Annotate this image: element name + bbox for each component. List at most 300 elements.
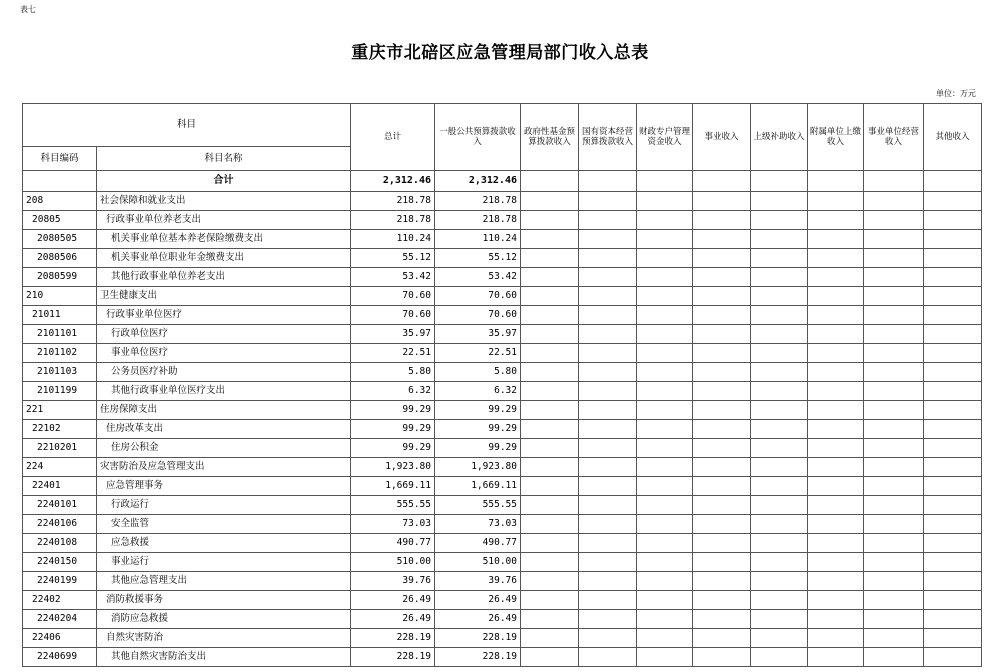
empty-cell xyxy=(637,572,693,591)
total-amount: 26.49 xyxy=(351,591,435,610)
empty-cell xyxy=(924,249,982,268)
subject-code: 2080505 xyxy=(23,230,97,249)
empty-cell xyxy=(924,363,982,382)
subject-name: 住房保障支出 xyxy=(97,401,351,420)
empty-cell xyxy=(521,249,579,268)
total-amount: 53.42 xyxy=(351,268,435,287)
empty-cell xyxy=(637,648,693,667)
total-row xyxy=(23,171,982,192)
empty-cell xyxy=(751,629,808,648)
empty-cell xyxy=(637,211,693,230)
empty-cell xyxy=(521,496,579,515)
empty-cell xyxy=(579,192,637,211)
state-capital-header: 国有资本经营预算拨款收入 xyxy=(579,104,637,171)
empty-cell xyxy=(808,629,864,648)
empty-cell xyxy=(637,171,693,192)
empty-cell xyxy=(751,534,808,553)
empty-cell xyxy=(751,477,808,496)
table-row xyxy=(23,629,982,648)
empty-cell xyxy=(637,306,693,325)
table-row xyxy=(23,230,982,249)
table-row xyxy=(23,439,982,458)
subject-code: 210 xyxy=(23,287,97,306)
empty-cell xyxy=(864,458,924,477)
subject-name: 公务员医疗补助 xyxy=(97,363,351,382)
table-body xyxy=(23,192,982,667)
empty-cell xyxy=(579,230,637,249)
subject-code: 2101101 xyxy=(23,325,97,344)
empty-cell xyxy=(693,211,751,230)
empty-cell xyxy=(521,211,579,230)
empty-cell xyxy=(864,572,924,591)
table-row xyxy=(23,648,982,667)
empty-cell xyxy=(808,572,864,591)
subject-name: 行政事业单位医疗 xyxy=(97,306,351,325)
empty-cell xyxy=(637,382,693,401)
empty-cell xyxy=(521,420,579,439)
general-budget-amount: 26.49 xyxy=(435,591,521,610)
total-amount: 99.29 xyxy=(351,420,435,439)
header-row xyxy=(23,104,982,147)
subject-code: 2101199 xyxy=(23,382,97,401)
empty-cell xyxy=(637,401,693,420)
empty-cell xyxy=(751,249,808,268)
subject-code: 2240101 xyxy=(23,496,97,515)
total-amount: 26.49 xyxy=(351,610,435,629)
empty-cell xyxy=(637,439,693,458)
table-row xyxy=(23,553,982,572)
business-income-header: 事业收入 xyxy=(693,104,751,171)
empty-cell xyxy=(521,325,579,344)
empty-cell xyxy=(924,230,982,249)
empty-cell xyxy=(637,591,693,610)
empty-cell xyxy=(751,439,808,458)
empty-cell xyxy=(637,515,693,534)
empty-cell xyxy=(579,477,637,496)
subject-code: 2101102 xyxy=(23,344,97,363)
table-row xyxy=(23,268,982,287)
empty-cell xyxy=(637,192,693,211)
empty-cell xyxy=(521,382,579,401)
empty-cell xyxy=(924,325,982,344)
empty-cell xyxy=(924,268,982,287)
empty-cell xyxy=(579,287,637,306)
subject-code: 2101103 xyxy=(23,363,97,382)
empty-cell xyxy=(693,249,751,268)
empty-cell xyxy=(924,171,982,192)
empty-cell xyxy=(579,553,637,572)
empty-cell xyxy=(808,610,864,629)
empty-cell xyxy=(751,211,808,230)
empty-cell xyxy=(751,325,808,344)
total-amount: 218.78 xyxy=(351,211,435,230)
empty-cell xyxy=(751,344,808,363)
total-amount: 228.19 xyxy=(351,629,435,648)
empty-cell xyxy=(521,306,579,325)
empty-cell xyxy=(864,249,924,268)
empty-cell xyxy=(751,287,808,306)
empty-cell xyxy=(637,287,693,306)
general-budget-amount: 490.77 xyxy=(435,534,521,553)
empty-cell xyxy=(637,496,693,515)
empty-cell xyxy=(521,363,579,382)
total-amount: 5.80 xyxy=(351,363,435,382)
subject-name: 住房公积金 xyxy=(97,439,351,458)
empty-cell xyxy=(693,572,751,591)
empty-cell xyxy=(521,572,579,591)
general-budget-amount: 70.60 xyxy=(435,306,521,325)
empty-cell xyxy=(864,171,924,192)
subject-code: 2210201 xyxy=(23,439,97,458)
empty-cell xyxy=(521,553,579,572)
subject-name: 卫生健康支出 xyxy=(97,287,351,306)
empty-cell xyxy=(637,610,693,629)
empty-cell xyxy=(808,306,864,325)
empty-cell xyxy=(864,268,924,287)
empty-cell xyxy=(864,420,924,439)
table-row xyxy=(23,211,982,230)
empty-cell xyxy=(924,458,982,477)
total-amount: 218.78 xyxy=(351,192,435,211)
empty-cell xyxy=(864,515,924,534)
empty-cell xyxy=(693,268,751,287)
empty-cell xyxy=(579,610,637,629)
empty-cell xyxy=(637,325,693,344)
empty-cell xyxy=(521,439,579,458)
table-row xyxy=(23,363,982,382)
subject-name: 自然灾害防治 xyxy=(97,629,351,648)
empty-cell xyxy=(521,401,579,420)
subject-name: 其他应急管理支出 xyxy=(97,572,351,591)
general-budget-amount: 6.32 xyxy=(435,382,521,401)
empty-cell xyxy=(808,439,864,458)
general-budget-amount: 99.29 xyxy=(435,401,521,420)
empty-cell xyxy=(693,420,751,439)
subject-name: 其他行政事业单位医疗支出 xyxy=(97,382,351,401)
general-budget-amount: 70.60 xyxy=(435,287,521,306)
general-budget-amount: 555.55 xyxy=(435,496,521,515)
empty-cell xyxy=(924,344,982,363)
empty-cell xyxy=(808,401,864,420)
empty-cell xyxy=(864,439,924,458)
empty-cell xyxy=(521,515,579,534)
empty-cell xyxy=(693,629,751,648)
total-amount: 2,312.46 xyxy=(351,171,435,192)
empty-cell xyxy=(751,553,808,572)
empty-cell xyxy=(693,439,751,458)
subject-code: 224 xyxy=(23,458,97,477)
subject-name: 安全监管 xyxy=(97,515,351,534)
empty-cell xyxy=(579,572,637,591)
empty-cell xyxy=(924,287,982,306)
empty-cell xyxy=(693,477,751,496)
empty-cell xyxy=(637,629,693,648)
empty-cell xyxy=(693,192,751,211)
table-row xyxy=(23,515,982,534)
total-amount: 73.03 xyxy=(351,515,435,534)
general-budget-amount: 53.42 xyxy=(435,268,521,287)
subject-name: 应急管理事务 xyxy=(97,477,351,496)
general-budget-amount: 22.51 xyxy=(435,344,521,363)
empty-cell xyxy=(808,230,864,249)
subject-name: 社会保障和就业支出 xyxy=(97,192,351,211)
empty-cell xyxy=(864,534,924,553)
empty-cell xyxy=(751,515,808,534)
empty-cell xyxy=(924,192,982,211)
unit-label: 单位：万元 xyxy=(936,89,976,98)
total-amount: 70.60 xyxy=(351,306,435,325)
empty-cell xyxy=(637,344,693,363)
empty-cell xyxy=(693,496,751,515)
subject-code: 2240106 xyxy=(23,515,97,534)
empty-cell xyxy=(521,192,579,211)
report-title: 重庆市北碚区应急管理局部门收入总表 xyxy=(351,43,649,63)
general-budget-amount: 55.12 xyxy=(435,249,521,268)
subject-name: 消防应急救援 xyxy=(97,610,351,629)
empty-cell xyxy=(751,591,808,610)
subject-code: 2080599 xyxy=(23,268,97,287)
empty-cell xyxy=(924,610,982,629)
empty-cell xyxy=(864,648,924,667)
empty-cell xyxy=(521,477,579,496)
empty-cell xyxy=(864,306,924,325)
general-budget-amount: 1,669.11 xyxy=(435,477,521,496)
total-amount: 110.24 xyxy=(351,230,435,249)
empty-cell xyxy=(579,382,637,401)
operating-income-header: 事业单位经营收入 xyxy=(864,104,924,171)
subject-code: 208 xyxy=(23,192,97,211)
empty-cell xyxy=(579,591,637,610)
empty-cell xyxy=(864,363,924,382)
empty-cell xyxy=(924,211,982,230)
empty-cell xyxy=(637,268,693,287)
total-amount: 1,923.80 xyxy=(351,458,435,477)
empty-cell xyxy=(693,287,751,306)
empty-cell xyxy=(579,629,637,648)
table-row xyxy=(23,401,982,420)
table-row xyxy=(23,287,982,306)
general-budget-amount: 218.78 xyxy=(435,211,521,230)
empty-cell xyxy=(579,249,637,268)
empty-cell xyxy=(751,401,808,420)
empty-cell xyxy=(521,591,579,610)
empty-cell xyxy=(693,534,751,553)
general-budget-header: 一般公共预算拨款收入 xyxy=(435,104,521,171)
table-row xyxy=(23,306,982,325)
table-row xyxy=(23,496,982,515)
empty-cell xyxy=(864,477,924,496)
empty-cell xyxy=(751,306,808,325)
table-row xyxy=(23,344,982,363)
empty-cell xyxy=(521,534,579,553)
subject-code: 21011 xyxy=(23,306,97,325)
general-budget-amount: 228.19 xyxy=(435,629,521,648)
empty-cell xyxy=(579,211,637,230)
general-budget-amount: 110.24 xyxy=(435,230,521,249)
empty-cell xyxy=(693,325,751,344)
empty-cell xyxy=(579,171,637,192)
table-row xyxy=(23,192,982,211)
empty-cell xyxy=(808,591,864,610)
empty-cell xyxy=(751,572,808,591)
empty-cell xyxy=(924,306,982,325)
general-budget-amount: 99.29 xyxy=(435,439,521,458)
empty-cell xyxy=(924,496,982,515)
empty-cell xyxy=(808,325,864,344)
general-budget-amount: 228.19 xyxy=(435,648,521,667)
empty-cell xyxy=(521,230,579,249)
total-amount: 55.12 xyxy=(351,249,435,268)
empty-cell xyxy=(751,648,808,667)
empty-cell xyxy=(693,230,751,249)
empty-cell xyxy=(808,249,864,268)
table-row xyxy=(23,249,982,268)
empty-cell xyxy=(808,211,864,230)
empty-cell xyxy=(751,496,808,515)
empty-cell xyxy=(521,287,579,306)
total-amount: 510.00 xyxy=(351,553,435,572)
empty-cell xyxy=(637,363,693,382)
subject-code: 22402 xyxy=(23,591,97,610)
empty-cell xyxy=(693,610,751,629)
empty-cell xyxy=(808,477,864,496)
general-budget-amount: 39.76 xyxy=(435,572,521,591)
empty-cell xyxy=(521,268,579,287)
empty-cell xyxy=(808,192,864,211)
empty-cell xyxy=(808,496,864,515)
empty-cell xyxy=(751,363,808,382)
subject-name: 行政单位医疗 xyxy=(97,325,351,344)
subject-code: 2240699 xyxy=(23,648,97,667)
empty-cell xyxy=(808,648,864,667)
subject-code: 20805 xyxy=(23,211,97,230)
other-income-header: 其他收入 xyxy=(924,104,982,171)
empty-cell xyxy=(637,534,693,553)
empty-cell xyxy=(693,648,751,667)
empty-cell xyxy=(864,192,924,211)
empty-cell xyxy=(579,420,637,439)
empty-cell xyxy=(751,610,808,629)
empty-cell xyxy=(579,439,637,458)
empty-cell xyxy=(637,420,693,439)
total-amount: 1,669.11 xyxy=(351,477,435,496)
empty-cell xyxy=(924,648,982,667)
table-row xyxy=(23,534,982,553)
empty-cell xyxy=(751,420,808,439)
empty-cell xyxy=(521,171,579,192)
empty-cell xyxy=(751,171,808,192)
sheet-number: 表七 xyxy=(20,5,36,14)
empty-cell xyxy=(693,344,751,363)
empty-cell xyxy=(579,458,637,477)
total-amount: 39.76 xyxy=(351,572,435,591)
general-budget-amount: 35.97 xyxy=(435,325,521,344)
empty-cell xyxy=(579,306,637,325)
empty-cell xyxy=(693,306,751,325)
empty-cell xyxy=(808,458,864,477)
empty-cell xyxy=(693,515,751,534)
subject-name: 消防救援事务 xyxy=(97,591,351,610)
general-budget-amount: 99.29 xyxy=(435,420,521,439)
empty-cell xyxy=(924,534,982,553)
subject-code: 2080506 xyxy=(23,249,97,268)
empty-cell xyxy=(637,553,693,572)
empty-cell xyxy=(521,648,579,667)
subject-code: 2240204 xyxy=(23,610,97,629)
subject-name: 应急救援 xyxy=(97,534,351,553)
empty-cell xyxy=(579,344,637,363)
empty-cell xyxy=(924,572,982,591)
affiliated-income-header: 附属单位上缴收入 xyxy=(808,104,864,171)
total-amount: 490.77 xyxy=(351,534,435,553)
empty-cell xyxy=(521,610,579,629)
empty-cell xyxy=(808,553,864,572)
code-header: 科目编码 xyxy=(23,147,97,171)
empty-cell xyxy=(864,344,924,363)
empty-cell xyxy=(579,515,637,534)
empty-cell xyxy=(637,249,693,268)
empty-cell xyxy=(864,287,924,306)
empty-cell xyxy=(579,534,637,553)
fiscal-special-header: 财政专户管理资金收入 xyxy=(637,104,693,171)
general-budget-amount: 73.03 xyxy=(435,515,521,534)
empty-cell xyxy=(864,610,924,629)
empty-cell xyxy=(521,458,579,477)
subject-name: 其他行政事业单位养老支出 xyxy=(97,268,351,287)
empty-cell xyxy=(924,629,982,648)
subject-code: 22102 xyxy=(23,420,97,439)
empty-cell xyxy=(808,344,864,363)
income-table xyxy=(22,103,982,667)
total-amount: 22.51 xyxy=(351,344,435,363)
empty-cell xyxy=(579,496,637,515)
empty-cell xyxy=(808,171,864,192)
table-row xyxy=(23,458,982,477)
empty-cell xyxy=(864,401,924,420)
total-general-amount: 2,312.46 xyxy=(435,171,521,192)
subject-name: 事业单位医疗 xyxy=(97,344,351,363)
total-amount: 99.29 xyxy=(351,401,435,420)
empty-cell xyxy=(864,591,924,610)
empty-cell xyxy=(579,268,637,287)
subject-name: 行政运行 xyxy=(97,496,351,515)
empty-cell xyxy=(924,382,982,401)
empty-cell xyxy=(693,382,751,401)
table-row xyxy=(23,325,982,344)
empty-cell xyxy=(808,268,864,287)
subject-name: 机关事业单位基本养老保险缴费支出 xyxy=(97,230,351,249)
empty-cell xyxy=(751,268,808,287)
empty-cell xyxy=(864,382,924,401)
subject-code: 2240108 xyxy=(23,534,97,553)
empty-cell xyxy=(808,515,864,534)
empty-cell xyxy=(924,553,982,572)
empty-cell xyxy=(808,382,864,401)
total-amount: 35.97 xyxy=(351,325,435,344)
empty-cell xyxy=(864,629,924,648)
empty-cell xyxy=(693,363,751,382)
general-budget-amount: 26.49 xyxy=(435,610,521,629)
empty-cell xyxy=(751,458,808,477)
general-budget-amount: 510.00 xyxy=(435,553,521,572)
subject-name: 其他自然灾害防治支出 xyxy=(97,648,351,667)
subject-code: 221 xyxy=(23,401,97,420)
empty-cell xyxy=(637,458,693,477)
empty-cell xyxy=(637,477,693,496)
general-budget-amount: 218.78 xyxy=(435,192,521,211)
total-amount: 228.19 xyxy=(351,648,435,667)
total-label: 合计 xyxy=(97,171,351,192)
